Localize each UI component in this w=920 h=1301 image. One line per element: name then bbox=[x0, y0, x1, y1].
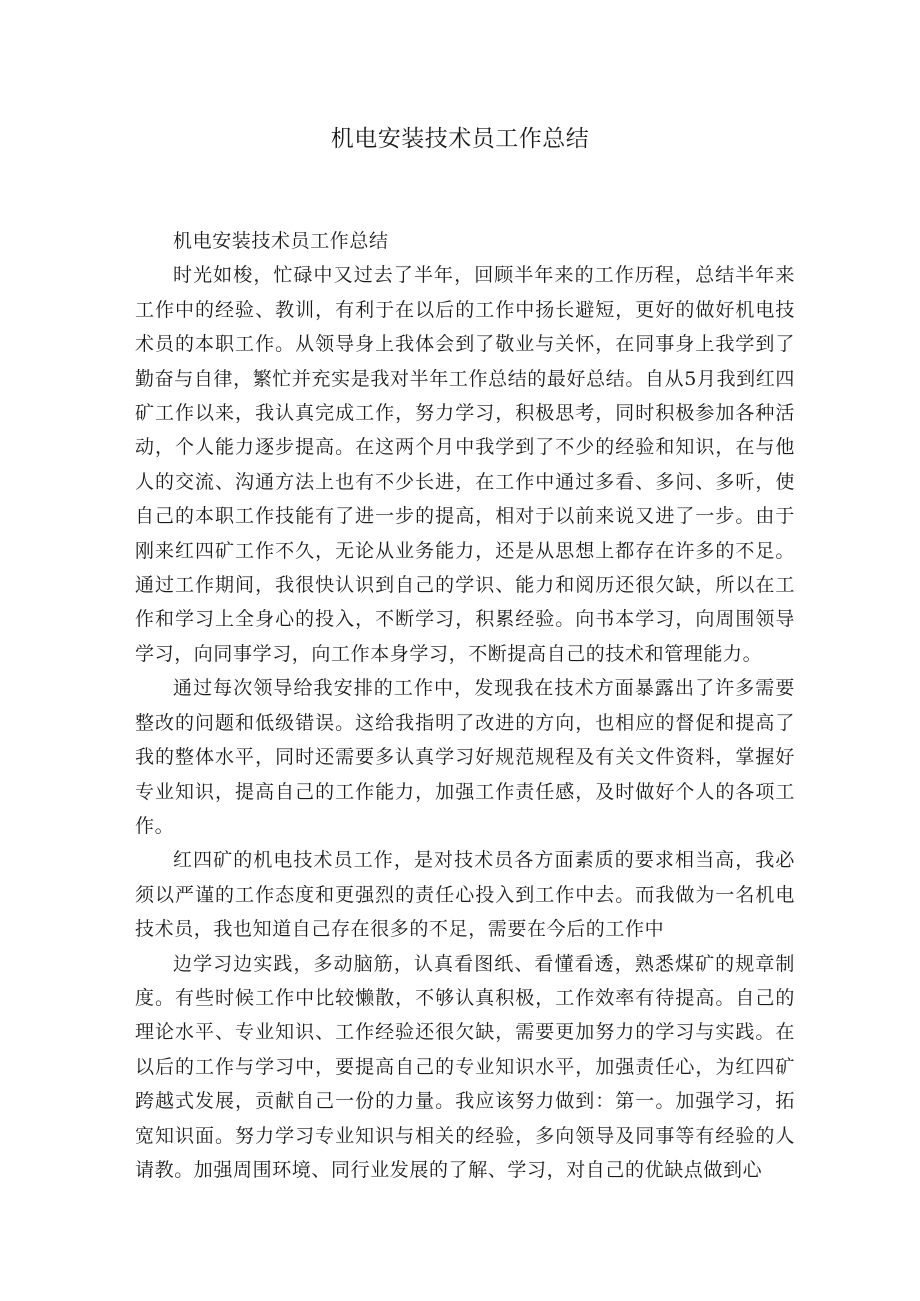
body-paragraph: 边学习边实践，多动脑筋，认真看图纸、看懂看透，熟悉煤矿的规章制度。有些时候工作中比较懒散，不够认真积极，工作效率有待提高。自己的理论水平、专业知识、工作经验还很欠缺，需要更加努力的学习与实践。在以后的工作与学习中，要提高自己的专业知识水平，加强责任心，为红四矿跨越式发展，贡献自己一份的力量。我应该努力做到：第一。加强学习，拓宽知识面。努力学习专业知识与相关的经验，多向领导及同事等有经验的人请教。加强周围环境、同行业发展的了解、学习，对自己的优缺点做到心 bbox=[135, 952, 795, 1181]
body-subheading: 机电安装技术员工作总结 bbox=[173, 230, 389, 252]
body-paragraph: 红四矿的机电技术员工作，是对技术员各方面素质的要求相当高，我必须以严谨的工作态度和更强烈的责任心投入到工作中去。而我做为一名机电技术员，我也知道自己存在很多的不足，需要在今后的工作中 bbox=[135, 849, 795, 941]
document-body bbox=[135, 224, 795, 1187]
body-paragraph: 时光如梭，忙碌中又过去了半年，回顾半年来的工作历程，总结半年来工作中的经验、教训，有利于在以后的工作中扬长避短，更好的做好机电技术员的本职工作。从领导身上我体会到了敬业与关怀，在同事身上我学到了勤奋与自律，繁忙并充实是我对半年工作总结的最好总结。自从5月我到红四矿工作以来，我认真完成工作，努力学习，积极思考，同时积极参加各种活动，个人能力逐步提高。在这两个月中我学到了不少的经验和知识，在与他人的交流、沟通方法上也有不少长进，在工作中通过多看、多问、多听，使自己的本职工作技能有了进一步的提高，相对于以前来说又进了一步。由于刚来红四矿工作不久，无论从业务能力，还是从思想上都存在许多的不足。通过工作期间，我很快认识到自己的学识、能力和阅历还很欠缺，所以在工作和学习上全身心的投入，不断学习，积累经验。向书本学习，向周围领导学习，向同事学习，向工作本身学习，不断提高自己的技术和管理能力。 bbox=[135, 264, 795, 665]
document-title: 机电安装技术员工作总结 bbox=[330, 126, 590, 152]
body-paragraph: 通过每次领导给我安排的工作中，发现我在技术方面暴露出了许多需要整改的问题和低级错误。这给我指明了改进的方向，也相应的督促和提高了我的整体水平，同时还需要多认真学习好规范规程及有关文件资料，掌握好专业知识，提高自己的工作能力，加强工作责任感，及时做好个人的各项工作。 bbox=[135, 677, 795, 837]
